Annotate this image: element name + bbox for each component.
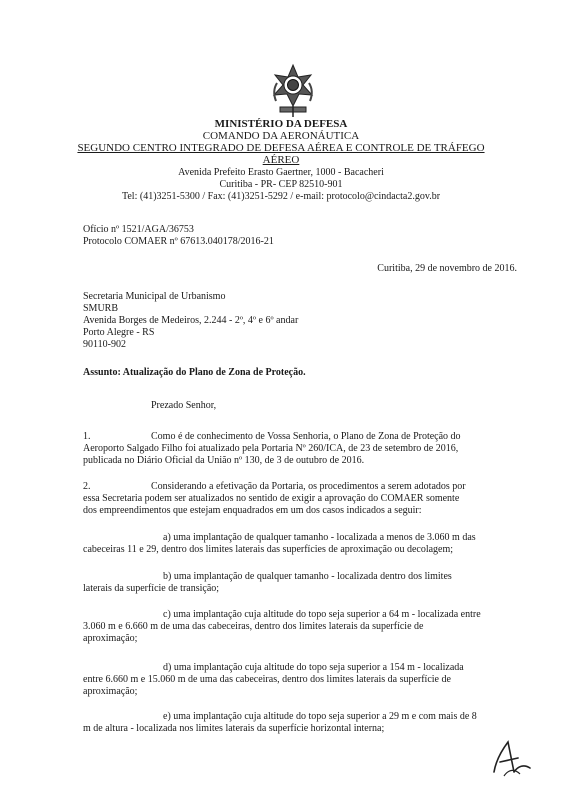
date-line: Curitiba, 29 de novembro de 2016.	[377, 263, 517, 274]
item-a-line: a) uma implantação de qualquer tamanho - localizada a menos de 3.060 m das	[163, 532, 476, 543]
item-c-line: 3.060 m e 6.660 m de uma das cabeceiras, dentro dos limites laterais da superfície de	[83, 621, 424, 632]
paragraph-line: Aeroporto Salgado Filho foi atualizado pela Portaria Nº 260/ICA, de 23 de setembro de 2016,	[83, 443, 459, 454]
center-title-line2: AÉREO	[262, 154, 300, 166]
address-line1: Avenida Prefeito Erasto Gaertner, 1000 - Bacacheri	[178, 167, 384, 178]
recipient-line: SMURB	[83, 303, 119, 314]
paragraph-line: Considerando a efetivação da Portaria, os procedimentos a serem adotados por	[151, 481, 466, 492]
paragraph-number: 2.	[83, 481, 91, 492]
salutation: Prezado Senhor,	[151, 400, 217, 411]
coat-of-arms-seal	[268, 63, 318, 119]
paragraph-line: essa Secretaria podem ser atualizados no sentido de exigir a aprovação do COMAER somente	[83, 493, 460, 504]
paragraph-line: publicada no Diário Oficial da União nº 130, de 3 de outubro de 2016.	[83, 455, 365, 466]
oficio-number: Ofício nº 1521/AGA/36753	[83, 224, 194, 235]
recipient-line: Porto Alegre - RS	[83, 327, 155, 338]
recipient-line: Secretaria Municipal de Urbanismo	[83, 291, 226, 302]
center-title-line1: SEGUNDO CENTRO INTEGRADO DE DEFESA AÉREA E CONTROLE DE TRÁFEGO	[77, 142, 485, 154]
item-e-line: m de altura - localizada nos limites laterais da superfície horizontal interna;	[83, 723, 385, 734]
item-b-line: b) uma implantação de qualquer tamanho - localizada dentro dos limites	[163, 571, 452, 582]
item-e-line: e) uma implantação cuja altitude do topo seja superior a 29 m e com mais de 8	[163, 711, 477, 722]
contact-line: Tel: (41)3251-5300 / Fax: (41)3251-5292 / e-mail: protocolo@cindacta2.gov.br	[121, 191, 441, 202]
recipient-line: 90110-902	[83, 339, 126, 350]
item-c-line: c) uma implantação cuja altitude do topo seja superior a 64 m - localizada entre	[163, 609, 481, 620]
address-line2: Curitiba - PR- CEP 82510-901	[219, 179, 343, 190]
paragraph-line: Como é de conhecimento de Vossa Senhoria, o Plano de Zona de Proteção do	[151, 431, 461, 442]
item-d-line: aproximação;	[83, 686, 138, 697]
handwritten-initials	[484, 732, 534, 780]
item-d-line: entre 6.660 m e 15.060 m de uma das cabeceiras, dentro dos limites laterais da superfície de	[83, 674, 451, 685]
paragraph-line: dos empreendimentos que estejam enquadrados em um dos casos indicados a seguir:	[83, 505, 422, 516]
item-b-line: laterais da superfície de transição;	[83, 583, 220, 594]
subject-line: Assunto: Atualização do Plano de Zona de Proteção.	[83, 367, 306, 378]
item-c-line: aproximação;	[83, 633, 138, 644]
protocolo-number: Protocolo COMAER nº 67613.040178/2016-21	[83, 236, 274, 247]
paragraph-number: 1.	[83, 431, 91, 442]
item-d-line: d) uma implantação cuja altitude do topo seja superior a 154 m - localizada	[163, 662, 464, 673]
recipient-line: Avenida Borges de Medeiros, 2.244 - 2º, 4º e 6º andar	[83, 315, 299, 326]
ministry-title: MINISTÉRIO DA DEFESA	[214, 118, 348, 130]
command-title: COMANDO DA AERONÁUTICA	[202, 130, 360, 142]
item-a-line: cabeceiras 11 e 29, dentro dos limites laterais das superfícies de aproximação ou decolagem;	[83, 544, 454, 555]
